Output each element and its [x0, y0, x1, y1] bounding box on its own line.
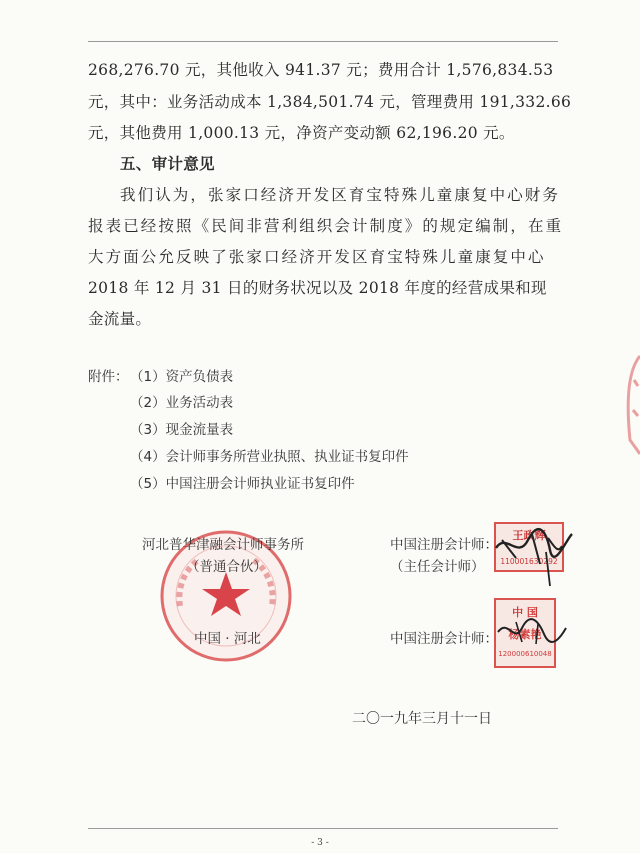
paragraph-line: 大方面公允反映了张家口经济开发区育宝特殊儿童康复中心: [88, 248, 546, 266]
attachment-item: （1）资产负债表: [130, 369, 234, 385]
footer-rule: [88, 828, 558, 829]
firm-type: （普通合伙）: [186, 559, 267, 575]
paragraph-line: 元，其他费用 1,000.13 元，净资产变动额 62,196.20 元。: [88, 124, 515, 142]
paragraph-line: 268,276.70 元，其他收入 941.37 元；费用合计 1,576,834.53: [88, 61, 554, 79]
header-rule: [88, 41, 558, 42]
cpa2-label: 中国注册会计师：: [390, 631, 498, 647]
cpa1-label: 中国注册会计师：: [390, 537, 498, 553]
paragraph-line: 元，其中：业务活动成本 1,384,501.74 元，管理费用 191,332.66: [88, 93, 572, 111]
page-number: - 3 -: [311, 838, 329, 848]
firm-location: 中国 · 河北: [194, 631, 261, 647]
signature-icon: [488, 520, 578, 590]
section-heading: 五、审计意见: [120, 154, 215, 173]
paragraph-line: 2018 年 12 月 31 日的财务状况以及 2018 年度的经营成果和现: [88, 279, 547, 297]
seal-name: 杨素艳: [508, 628, 542, 641]
seal-name: 王政辉: [512, 529, 546, 542]
edge-seal-fragment-icon: [622, 350, 640, 460]
attachment-item: （5）中国注册会计师执业证书复印件: [130, 476, 355, 492]
report-date: 二〇一九年三月十一日: [352, 711, 492, 727]
paragraph-line: 报表已经按照《民间非营利组织会计制度》的规定编制，在重: [88, 217, 564, 235]
seal-line1: 中 国: [512, 606, 538, 619]
attachment-item: （4）会计师事务所营业执照、执业证书复印件: [130, 449, 409, 465]
firm-name: 河北普华津融会计师事务所: [142, 537, 304, 553]
cpa1-role: （主任会计师）: [390, 559, 485, 575]
attachment-item: （3）现金流量表: [130, 422, 234, 438]
signature-icon: [492, 612, 572, 652]
seal-number: 110001630292: [500, 557, 558, 566]
attachment-item: （2）业务活动表: [130, 395, 234, 411]
seal-number: 120000610048: [498, 650, 552, 658]
paragraph-line: 我们认为，张家口经济开发区育宝特殊儿童康复中心财务: [120, 186, 561, 204]
paragraph-line: 金流量。: [88, 310, 152, 328]
attachments-label: 附件：: [88, 369, 129, 385]
